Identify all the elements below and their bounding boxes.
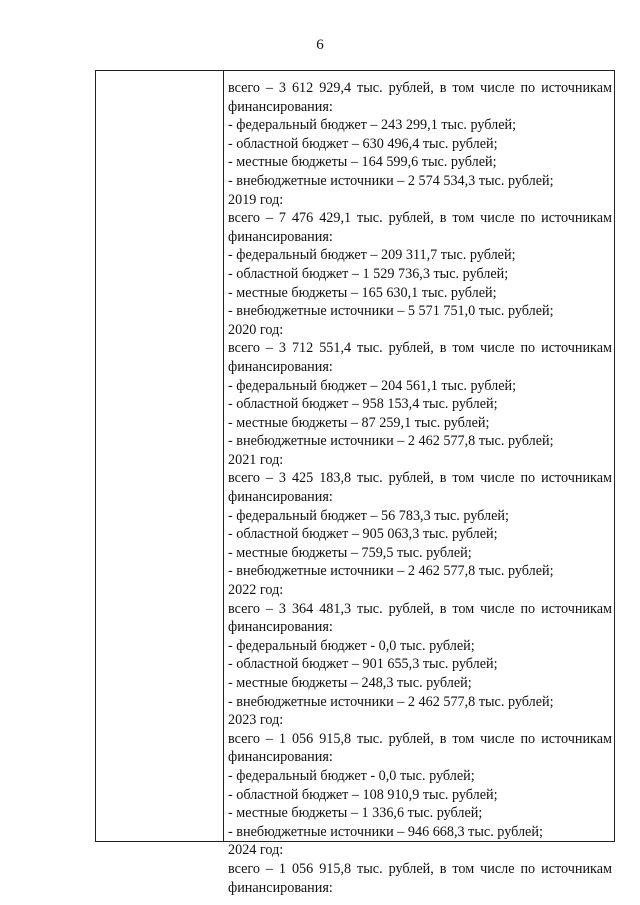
text-line: - областной бюджет – 958 153,4 тыс. рублей; bbox=[228, 396, 498, 413]
text-line: - федеральный бюджет – 56 783,3 тыс. рублей; bbox=[228, 507, 509, 524]
text-line: всего – 3 425 183,8 тыс. рублей, в том числе по источникам bbox=[228, 470, 612, 487]
text-line: - местные бюджеты – 164 599,6 тыс. рублей; bbox=[228, 154, 497, 171]
table-left-cell bbox=[96, 71, 224, 841]
text-line: всего – 7 476 429,1 тыс. рублей, в том числе по источникам bbox=[228, 210, 612, 227]
text-line: - внебюджетные источники – 2 462 577,8 тыс. рублей; bbox=[228, 433, 554, 450]
text-line: - областной бюджет – 1 529 736,3 тыс. рублей; bbox=[228, 265, 509, 282]
text-line: 2020 год: bbox=[228, 321, 284, 338]
text-line: - областной бюджет – 108 910,9 тыс. рублей; bbox=[228, 786, 498, 803]
text-line: 2023 год: bbox=[228, 712, 284, 729]
text-line: - внебюджетные источники – 2 462 577,8 тыс. рублей; bbox=[228, 693, 554, 710]
text-line: всего – 1 056 915,8 тыс. рублей, в том числе по источникам bbox=[228, 730, 612, 747]
text-line: - областной бюджет – 630 496,4 тыс. рублей; bbox=[228, 135, 498, 152]
text-line: - внебюджетные источники – 2 574 534,3 тыс. рублей; bbox=[228, 172, 554, 189]
text-line: - местные бюджеты – 87 259,1 тыс. рублей; bbox=[228, 414, 490, 431]
text-line: - местные бюджеты – 248,3 тыс. рублей; bbox=[228, 675, 472, 691]
text-line: - местные бюджеты – 165 630,1 тыс. рублей; bbox=[228, 284, 497, 301]
text-line: финансирования: bbox=[228, 619, 333, 636]
text-line: - внебюджетные источники – 946 668,3 тыс. рублей; bbox=[228, 823, 543, 840]
funding-text-cell bbox=[224, 71, 614, 896]
text-line: - федеральный бюджет - 0,0 тыс. рублей; bbox=[228, 767, 475, 784]
text-line: финансирования: bbox=[228, 98, 333, 115]
text-line: - местные бюджеты – 1 336,6 тыс. рублей; bbox=[228, 805, 483, 822]
text-line: - федеральный бюджет – 209 311,7 тыс. рублей; bbox=[228, 247, 516, 264]
text-line: - местные бюджеты – 759,5 тыс. рублей; bbox=[228, 544, 472, 561]
text-line: - областной бюджет – 901 655,3 тыс. рублей; bbox=[228, 656, 498, 673]
text-line: всего – 1 056 915,8 тыс. рублей, в том числе по источникам bbox=[228, 860, 612, 877]
text-line: - областной бюджет – 905 063,3 тыс. рублей; bbox=[228, 526, 498, 543]
text-line: финансирования: bbox=[228, 489, 333, 506]
page-number: 6 bbox=[316, 37, 324, 53]
text-line: 2021 год: bbox=[228, 451, 284, 468]
text-line: 2019 год: bbox=[228, 191, 284, 208]
text-line: - внебюджетные источники – 2 462 577,8 тыс. рублей; bbox=[228, 563, 554, 580]
text-line: финансирования: bbox=[228, 879, 333, 896]
text-line: - внебюджетные источники – 5 571 751,0 тыс. рублей; bbox=[228, 303, 554, 320]
text-line: - федеральный бюджет - 0,0 тыс. рублей; bbox=[228, 637, 475, 654]
text-line: всего – 3 712 551,4 тыс. рублей, в том числе по источникам bbox=[228, 340, 612, 357]
text-line: 2022 год: bbox=[228, 582, 284, 599]
text-line: всего – 3 364 481,3 тыс. рублей, в том числе по источникам bbox=[228, 600, 612, 617]
text-line: финансирования: bbox=[228, 228, 333, 245]
text-line: - федеральный бюджет – 204 561,1 тыс. рублей; bbox=[228, 377, 517, 394]
text-line: - федеральный бюджет – 243 299,1 тыс. рублей; bbox=[228, 117, 517, 134]
text-line: финансирования: bbox=[228, 749, 333, 766]
text-line: финансирования: bbox=[228, 358, 333, 375]
text-line: всего – 3 612 929,4 тыс. рублей, в том числе по источникам bbox=[228, 80, 612, 96]
text-line: 2024 год: bbox=[228, 842, 284, 859]
funding-table bbox=[95, 70, 615, 896]
